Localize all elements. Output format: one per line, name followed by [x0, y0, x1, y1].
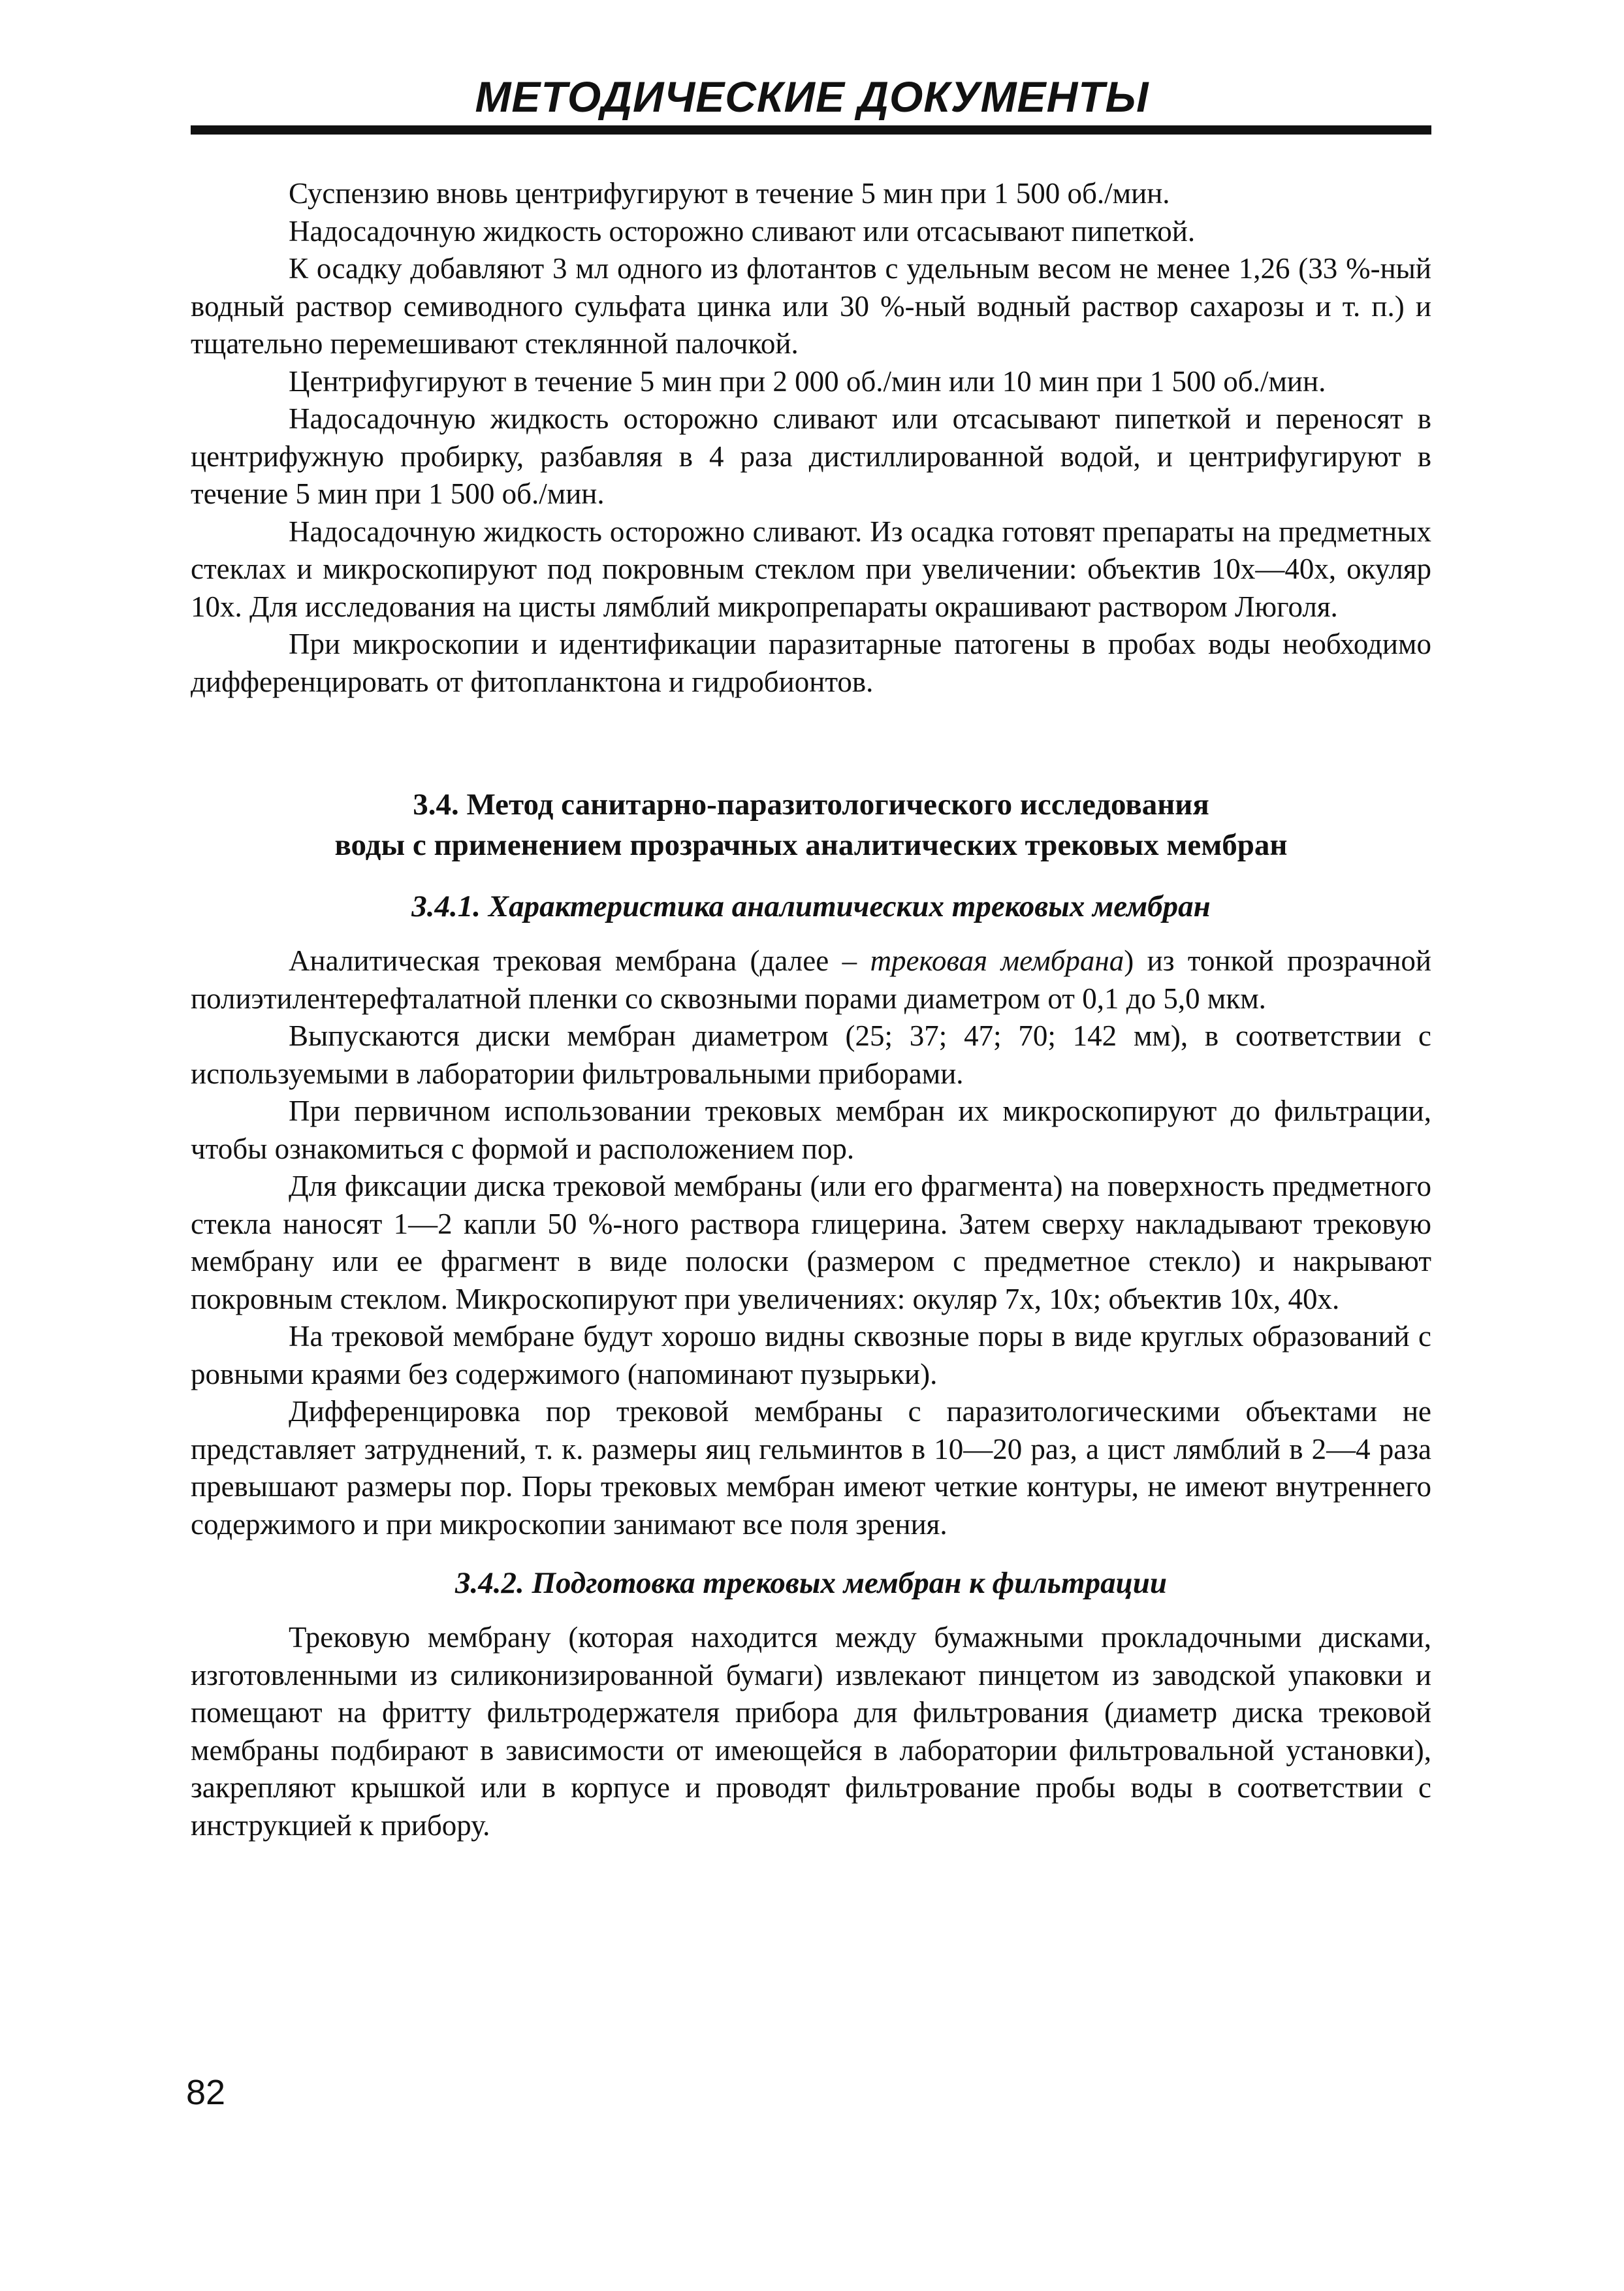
running-header-title: МЕТОДИЧЕСКИЕ ДОКУМЕНТЫ	[475, 72, 1149, 121]
spacer	[191, 701, 1431, 784]
paragraph: К осадку добавляют 3 мл одного из флотантов с удельным весом не менее 1,26 (33 %-ный водный раствор семиводного сульфата цинка или 30 %-ный водный раствор сахарозы и т. п.) и тщательно перемешивают стеклянной палочкой.	[191, 252, 1431, 360]
spacer	[191, 1603, 1431, 1619]
paragraph-definition	[191, 942, 1431, 1017]
page-body	[191, 175, 1431, 1844]
paragraph: Выпускаются диски мембран диаметром (25; 37; 47; 70; 142 мм), в соответствии с используемыми в лаборатории фильтровальными приборами.	[191, 1019, 1431, 1090]
spacer	[191, 1543, 1431, 1563]
paragraph: Центрифугируют в течение 5 мин при 2 000 об./мин или 10 мин при 1 500 об./мин.	[289, 364, 1326, 398]
paragraph: Суспензию вновь центрифугируют в течение 5 мин при 1 500 об./мин.	[289, 177, 1170, 210]
spacer	[191, 927, 1431, 942]
page-number: 82	[186, 2073, 226, 2112]
text-run: Аналитическая трековая мембрана (далее –	[289, 944, 870, 977]
header-rule	[191, 125, 1431, 135]
section-heading-line-2: воды с применением прозрачных аналитических трековых мембран	[334, 828, 1288, 862]
paragraph: Дифференцировка пор трековой мембраны с паразитологическими объектами не представляет затруднений, т. к. размеры яиц гельминтов в 10—20 раз, а цист лямблий в 2—4 раза превышают размеры пор. Поры трековых мембран имеют четкие контуры, не имеют внутреннего содержимого и при микроскопии занимают все поля зрения.	[191, 1395, 1431, 1541]
paragraph: При микроскопии и идентификации паразитарные патогены в пробах воды необходимо дифференцировать от фитопланктона и гидробионтов.	[191, 628, 1431, 698]
paragraph: Трековую мембрану (которая находится между бумажными прокладочными дисками, изготовленными из силиконизированной бумаги) извлекают пинцетом из заводской упаковки и помещают на фритту фильтродержателя прибора для фильтрования (диаметр диска трековой мембраны подбирают в зависимости от имеющейся в лаборатории фильтровальной установки), закрепляют крышкой или в корпусе и проводят фильтрование пробы воды в соответствии с инструкцией к прибору.	[191, 1621, 1431, 1842]
paragraph: Для фиксации диска трековой мембраны (или его фрагмента) на поверхность предметного стекла наносят 1—2 капли 50 %-ного раствора глицерина. Затем сверху накладывают трековую мембрану или ее фрагмент в виде полоски (размером с предметное стекло) и накрывают покровным стеклом. Микроскопируют при увеличениях: окуляр 7х, 10х; объектив 10х, 40х.	[191, 1170, 1431, 1315]
paragraph: При первичном использовании трековых мембран их микроскопируют до фильтрации, чтобы ознакомиться с формой и расположением пор.	[191, 1095, 1431, 1165]
paragraph: Надосадочную жидкость осторожно сливают. Из осадка готовят препараты на предметных стеклах и микроскопируют под покровным стеклом при увеличении: объектив 10х—40х, окуляр 10х. Для исследования на цисты лямблий микропрепараты окрашивают раствором Люголя.	[191, 515, 1431, 623]
paragraph: На трековой мембране будут хорошо видны сквозные поры в виде круглых образований с ровными краями без содержимого (напоминают пузырьки).	[191, 1320, 1431, 1390]
subsection-heading-3-4-2: 3.4.2. Подготовка трековых мембран к фильтрации	[454, 1566, 1168, 1600]
text-run: ) из тонкой прозрачной полиэтилентерефталатной пленки со сквозными порами диаметром от 0,1 до 5,0 мкм.	[191, 944, 1431, 1015]
subsection-heading-3-4-1: 3.4.1. Характеристика аналитических трековых мембран	[411, 889, 1211, 923]
defined-term: трековая мембрана	[870, 944, 1124, 977]
section-heading	[191, 784, 1431, 865]
paragraph: Надосадочную жидкость осторожно сливают или отсасывают пипеткой.	[289, 214, 1196, 248]
paragraph: Надосадочную жидкость осторожно сливают или отсасывают пипеткой и переносят в центрифужную пробирку, разбавляя в 4 раза дистиллированной водой, и центрифугируют в течение 5 мин при 1 500 об./мин.	[191, 402, 1431, 510]
section-heading-line-1: 3.4. Метод санитарно-паразитологического исследования	[413, 788, 1209, 822]
spacer	[191, 865, 1431, 886]
